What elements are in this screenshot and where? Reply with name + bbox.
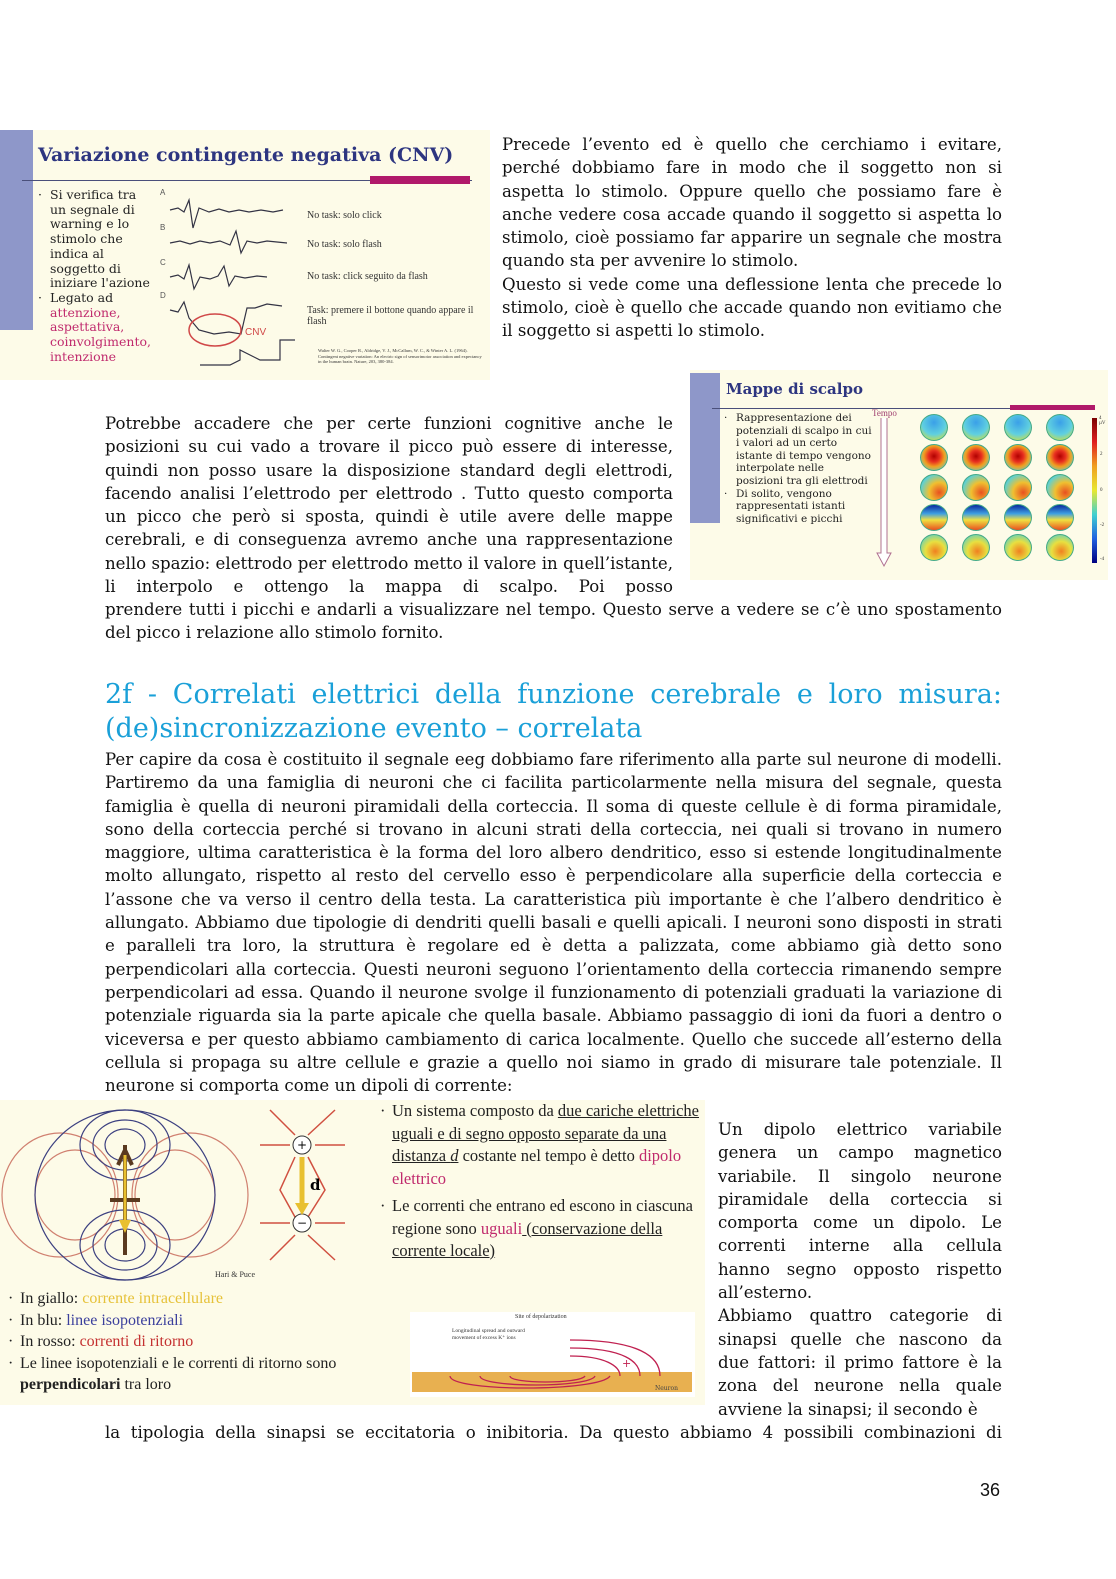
colorbar-label: 0 bbox=[1100, 488, 1103, 493]
isopotential-lines-figure bbox=[0, 1105, 250, 1285]
cnv-slide-image bbox=[0, 130, 490, 380]
paragraph-neurons: Per capire da cosa è costituito il segnale eeg dobbiamo fare riferimento alla parte sul neurone di modelli. Partiremo da una famiglia di neuroni che ci facilita particolarmente nella misura del segnale, questa famiglia è quella di neuroni piramidali della corteccia. Il soma di queste cellule è di forma piramidale, sono della corteccia perché si trovano in alcuni strati della corteccia, nei quali si trovano in numero maggiore, ultima caratteristica è la forma del loro albero dendritico, esso si estende longitudinalmente molto allungato, rispetto al resto del cervello esso è perpendicolare alla superficie della corteccia e l’assone che va verso il centro della testa. La caratteristica più importante è che l’albero dendritico è allungato. Abbiamo due tipologie di dendriti quelli basali e quelli apicali. I neuroni sono disposti in strati e paralleli tra loro, la struttura è regolare ed è detta a palizzata, come abbiamo già detto sono perpendicolari alla corteccia. Questi neuroni seguono l’orientamento della corteccia rimanendo sempre perpendicolari ad essa. Quando il neurone svolge il funzionamento di potenziali graduati la variazione di potenziale riguarda sia la parte apicale che quella basale. Abbiamo passaggio di ioni da fuori a dentro o viceversa e per questo abbiamo cambiamento di carica localmente. Quello che succede all’esterno della cellula si propaga su altre cellule e grazie a quello noi siamo in grado di misurare tale potenziale. Il neurone si comporta come un dipoli di corrente: bbox=[105, 750, 1002, 1096]
time-axis-label: Tempo bbox=[872, 408, 897, 418]
colorbar-label: 2 bbox=[1100, 452, 1103, 457]
scalp-slide-title: Mappe di scalpo bbox=[726, 380, 863, 398]
scalp-maps-slide-image bbox=[690, 370, 1108, 580]
section-heading: 2f - Correlati elettrici della funzione cerebrale e loro misura: (de)sincronizzazione evento – correlata bbox=[105, 679, 1002, 744]
time-arrow bbox=[876, 418, 892, 568]
paragraph-cnv: Precede l’evento ed è quello che cerchiamo i evitare, perché dobbiamo fare in modo che il soggetto non si aspetta lo stimolo. Oppure quello che possiamo fare è anche vedere cosa accade quando il soggetto si aspetta lo stimolo, cioè possiamo far apparire un segnale che mostra quando sta per avvenire lo stimolo. Questo si vede come una deflessione lenta che precede lo stimolo, cioè è quello che accade quando non evitiamo che il soggetto si aspetti lo stimolo. bbox=[502, 135, 1002, 341]
scalp-map bbox=[962, 474, 990, 501]
legend-red: · In rosso: correnti di ritorno bbox=[8, 1331, 368, 1353]
dipole-slide-image bbox=[0, 1100, 705, 1405]
scalp-bullet-2: · Di solito, vengono rappresentati istanti significativi e picchi bbox=[724, 488, 874, 526]
colorbar-label: 4 µV bbox=[1099, 416, 1106, 426]
page-number: 36 bbox=[980, 1480, 1001, 1500]
condition-label: No task: solo click bbox=[307, 210, 382, 221]
cnv-label: CNV bbox=[245, 327, 267, 338]
scalp-map bbox=[920, 414, 948, 441]
figure-credit: Hari & Puce bbox=[215, 1270, 255, 1279]
dipole-bullet-2: · Le correnti che entrano ed escono in ciascuna regione sono uguali (conservazione della corrente locale) bbox=[380, 1195, 700, 1263]
scalp-map bbox=[1004, 444, 1032, 471]
condition-label: Task: premere il bottone quando appare il flash bbox=[307, 305, 474, 327]
svg-text:+: + bbox=[622, 1357, 632, 1370]
plus-charge: + bbox=[296, 1138, 308, 1152]
dipole-diagram bbox=[250, 1105, 360, 1265]
trace-letter: C bbox=[160, 258, 166, 267]
svg-text:Neuron: Neuron bbox=[655, 1385, 679, 1392]
legend-blue: · In blu: linee isopotenziali bbox=[8, 1310, 368, 1332]
scalp-map bbox=[920, 504, 948, 531]
cnv-bullet-2: · Legato ad attenzione, aspettativa, coinvolgimento, intenzione bbox=[38, 291, 156, 365]
scalp-map bbox=[962, 534, 990, 561]
scalp-map bbox=[920, 444, 948, 471]
paragraph-synapses: la tipologia della sinapsi se eccitatoria o inibitoria. Da questo abbiamo 4 possibili combinazioni di bbox=[105, 1423, 1002, 1442]
minus-charge: − bbox=[296, 1216, 308, 1230]
trace-letter: D bbox=[160, 291, 166, 300]
scalp-map bbox=[962, 444, 990, 471]
scalp-map bbox=[920, 534, 948, 561]
legend-yellow: · In giallo: corrente intracellulare bbox=[8, 1288, 368, 1310]
dipole-bullet-1: · Un sistema composto da due cariche elettriche uguali e di segno opposto separate da una distanza d costante nel tempo è detto dipolo elettrico bbox=[380, 1100, 700, 1190]
scalp-map bbox=[962, 504, 990, 531]
scalp-bullet-1: · Rappresentazione dei potenziali di scalpo in cui i valori ad un certo istante di tempo vengono interpolate nelle posizioni tra gli elettrodi bbox=[724, 412, 874, 488]
scalp-map-grid bbox=[920, 414, 1090, 564]
scalp-map bbox=[1004, 474, 1032, 501]
paragraph-scalp-b: prendere tutti i picchi e andarli a visualizzare nel tempo. Questo serve a vedere se c’è uno spostamento del picco i relazione allo stimolo fornito. bbox=[105, 600, 1002, 643]
distance-label: d bbox=[310, 1176, 321, 1194]
scalp-map bbox=[1004, 534, 1032, 561]
paragraph-dipole: Un dipolo elettrico variabile genera un campo magnetico variabile. Il singolo neurone piramidale della corteccia si comporta come un dipolo. Le correnti interne alla cellula hanno segno opposto rispetto all’esterno. Abbiamo quattro categorie di sinapsi quelle che nascono da due fattori: il primo fattore è la zona del neurone nella quale avviene la sinapsi; il secondo è bbox=[718, 1120, 1002, 1419]
scalp-map bbox=[1046, 504, 1074, 531]
neuron-depolarization-figure: Site of depolarization Longitudinal spread and outward movement of excess K⁺ ions + Neuron bbox=[410, 1312, 695, 1397]
cnv-slide-title: Variazione contingente negativa (CNV) bbox=[38, 144, 454, 166]
scalp-map bbox=[1046, 534, 1074, 561]
citation: Walter W. G., Cooper R., Aldridge, V. J., McCallum, W. C., & Winter A. L. (1964). Contingent negative variation: An electric sign of sensorimotor association and expectancy in the human brain. Nature, 203, 380-384. bbox=[318, 348, 482, 364]
scalp-map bbox=[1046, 474, 1074, 501]
condition-label: No task: solo flash bbox=[307, 239, 382, 250]
colorbar-label: -4 bbox=[1100, 557, 1105, 562]
trace-letter: A bbox=[160, 188, 166, 197]
condition-label: No task: click seguito da flash bbox=[307, 271, 428, 282]
paragraph-scalp-a: Potrebbe accadere che per certe funzioni cognitive anche le posizioni su cui vado a trovare il picco può essere di interesse, quindi non posso usare la disposizione standard degli elettrodi, facendo analisi l’elettrodo per elettrodo . Tutto questo comporta un picco che però si sposta, quindi è utile avere delle mappe cerebrali, e di conseguenza avremo anche una rappresentazione nello spazio: elettrodo per elettrodo metto il valore in quell’istante, li interpolo e ottengo la mappa di scalpo. Poi posso bbox=[105, 414, 673, 597]
colorbar bbox=[1092, 418, 1097, 563]
cnv-bullet-1: · Si verifica tra un segnale di warning e lo stimolo che indica al soggetto di iniziare l'azione bbox=[38, 188, 156, 291]
scalp-map bbox=[1046, 414, 1074, 441]
scalp-map bbox=[1004, 414, 1032, 441]
colorbar-label: -2 bbox=[1100, 523, 1105, 528]
legend-perpendicular: · Le linee isopotenziali e le correnti di ritorno sono perpendicolari tra loro bbox=[8, 1353, 368, 1396]
scalp-map bbox=[1004, 504, 1032, 531]
scalp-map bbox=[962, 414, 990, 441]
trace-letter: B bbox=[160, 223, 166, 232]
cnv-traces-figure bbox=[160, 185, 300, 375]
scalp-map bbox=[920, 474, 948, 501]
scalp-map bbox=[1046, 444, 1074, 471]
